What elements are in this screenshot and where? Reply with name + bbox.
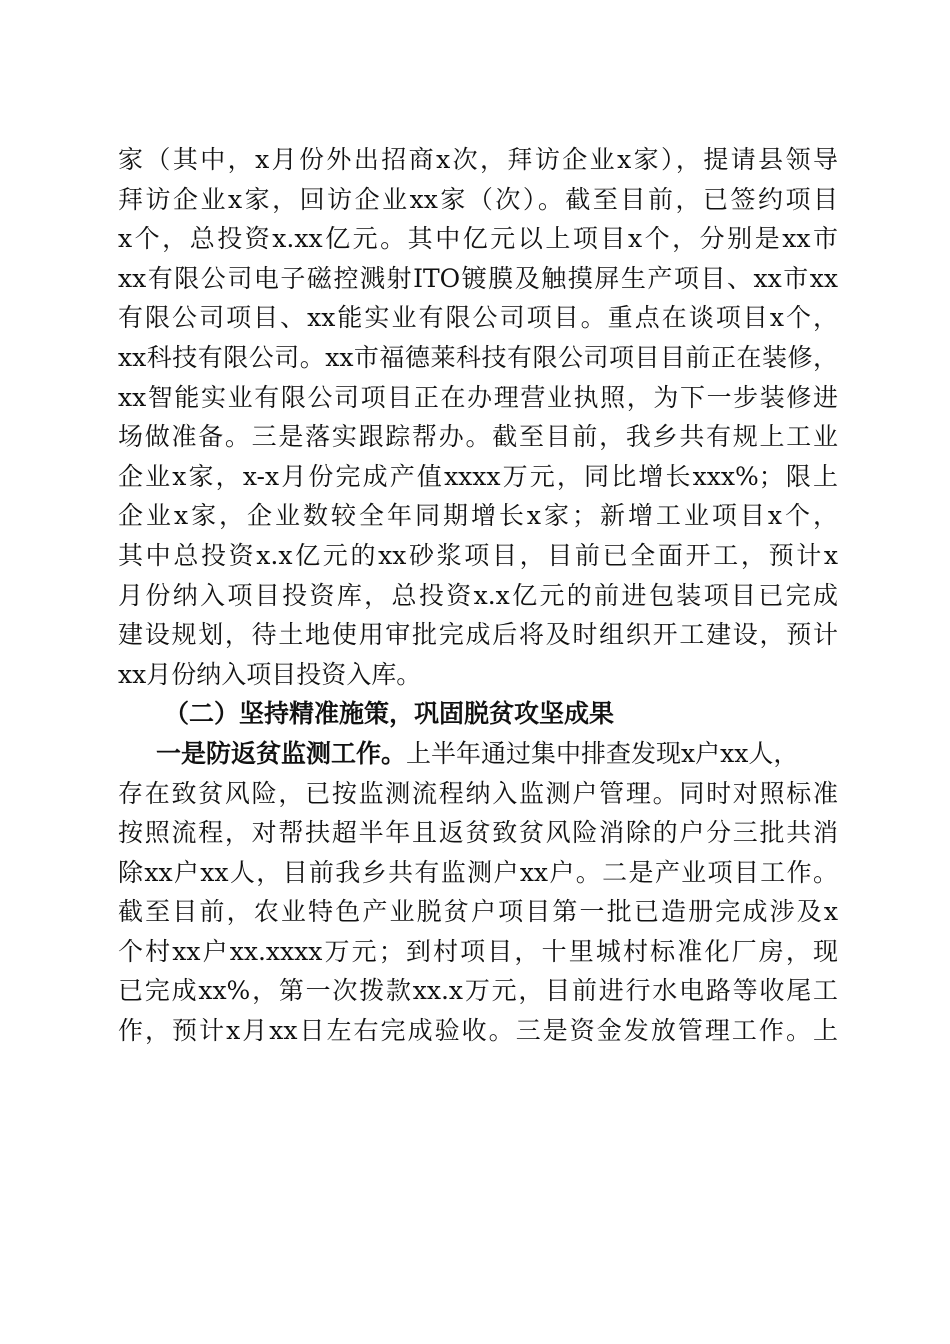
paragraph-1-line-13: 建设规划，待土地使用审批完成后将及时组织开工建设，预计 <box>118 620 838 650</box>
paragraph-2-line-8: 作，预计x月xx日左右完成验收。三是资金发放管理工作。上 <box>118 1016 838 1046</box>
paragraph-2-lead-bold: 一是防返贫监测工作。 <box>156 738 407 768</box>
paragraph-2-line-7: 已完成xx%，第一次拨款xx.x万元，目前进行水电路等收尾工 <box>118 976 838 1006</box>
section-heading: （二）坚持精准施策，巩固脱贫攻坚成果 <box>164 699 615 729</box>
paragraph-2-line-5: 截至目前，农业特色产业脱贫户项目第一批已造册完成涉及x <box>118 897 838 927</box>
paragraph-2-line-4: 除xx户xx人，目前我乡共有监测户xx户。二是产业项目工作。 <box>118 857 838 887</box>
paragraph-1-line-2: 拜访企业x家，回访企业xx家（次）。截至目前，已签约项目 <box>118 184 838 214</box>
paragraph-1-line-11: 其中总投资x.x亿元的xx砂浆项目，目前已全面开工，预计x <box>118 540 838 570</box>
paragraph-1-line-4: xx有限公司电子磁控溅射ITO镀膜及触摸屏生产项目、xx市xx <box>118 263 838 293</box>
paragraph-1-line-8: 场做准备。三是落实跟踪帮办。截至目前，我乡共有规上工业 <box>118 422 838 452</box>
paragraph-1-line-9: 企业x家，x-x月份完成产值xxxx万元，同比增长xxx%；限上 <box>118 461 838 491</box>
paragraph-2-line-6: 个村xx户xx.xxxx万元；到村项目，十里城村标准化厂房，现 <box>118 936 838 966</box>
paragraph-1-line-10: 企业x家，企业数较全年同期增长x家；新增工业项目x个， <box>118 501 838 531</box>
paragraph-2-lead-rest: 上半年通过集中排查发现x户xx人， <box>406 738 799 768</box>
paragraph-2-line-2: 存在致贫风险，已按监测流程纳入监测户管理。同时对照标准 <box>118 778 838 808</box>
paragraph-1-line-1: 家（其中，x月份外出招商x次，拜访企业x家），提请县领导 <box>118 145 838 174</box>
paragraph-1-line-7: xx智能实业有限公司项目正在办理营业执照，为下一步装修进 <box>118 382 838 412</box>
paragraph-1-line-12: 月份纳入项目投资库，总投资x.x亿元的前进包装项目已完成 <box>118 580 838 610</box>
paragraph-1-line-14: xx月份纳入项目投资入库。 <box>118 659 422 689</box>
document-body <box>118 140 838 1051</box>
paragraph-1-line-6: xx科技有限公司。xx市福德莱科技有限公司项目目前正在装修， <box>118 342 838 372</box>
paragraph-1-line-3: x个，总投资x.xx亿元。其中亿元以上项目x个，分别是xx市 <box>118 224 838 254</box>
paragraph-2-line-3: 按照流程，对帮扶超半年且返贫致贫风险消除的户分三批共消 <box>118 818 838 848</box>
paragraph-2-line-1 <box>118 734 838 774</box>
paragraph-1-line-5: 有限公司项目、xx能实业有限公司项目。重点在谈项目x个， <box>118 303 838 333</box>
